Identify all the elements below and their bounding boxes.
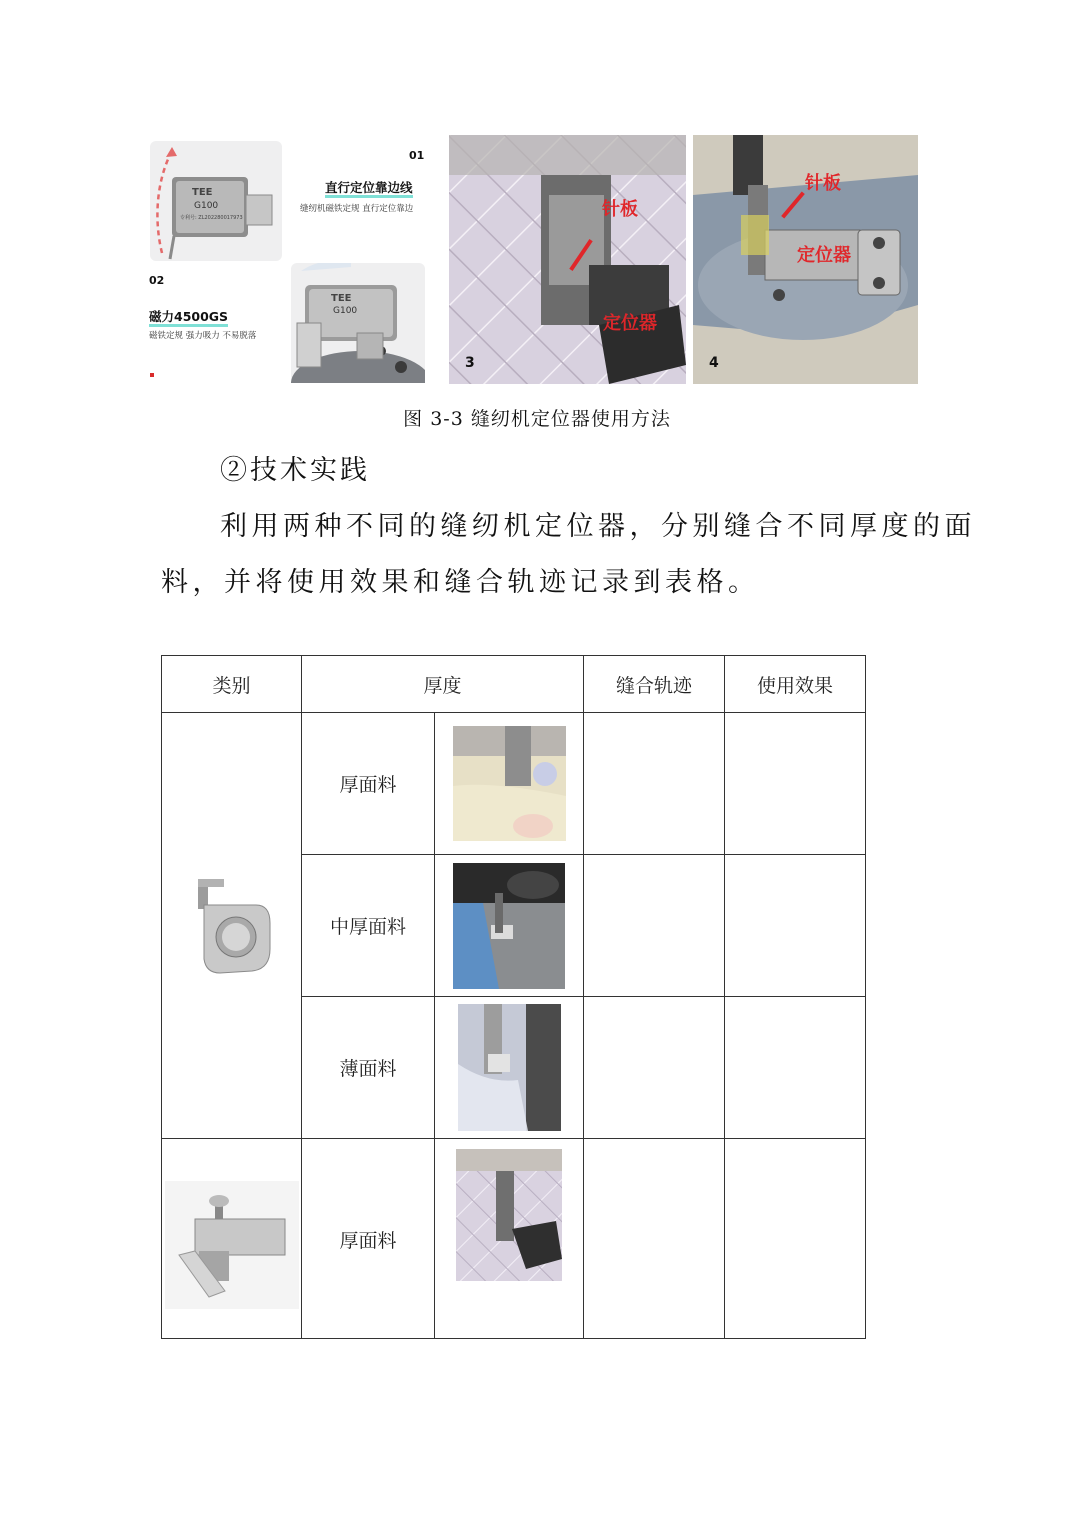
header-thickness: 厚度 <box>302 656 584 713</box>
screw-positioner-photo <box>165 1181 299 1309</box>
figure-panel-product <box>145 135 440 385</box>
effect-cell <box>725 713 866 855</box>
track-cell <box>584 855 725 997</box>
paragraph-line-2: 料，并将使用效果和缝合轨迹记录到表格。 <box>161 567 760 598</box>
photo-number-3: 3 <box>465 355 475 371</box>
track-cell <box>584 713 725 855</box>
plate-model: G100 <box>194 201 219 211</box>
thin-fabric-photo <box>458 1004 561 1131</box>
plate-brand: TEE <box>192 187 213 198</box>
practice-table <box>161 655 866 1339</box>
fabric-photo-cell <box>435 713 584 855</box>
feature-subtitle-01: 缝纫机磁铁定规 直行定位靠边 <box>300 204 414 214</box>
thick-fabric-photo <box>453 726 566 841</box>
effect-cell <box>725 855 866 997</box>
fabric-photo-cell <box>435 855 584 997</box>
magnetic-positioner-photo <box>190 871 274 981</box>
thickness-label-thin: 薄面料 <box>302 997 435 1139</box>
header-effect: 使用效果 <box>725 656 866 713</box>
feature-title-01: 直行定位靠边线 <box>325 180 413 198</box>
plate-patent: 专利号: ZL202280017973 <box>180 215 243 221</box>
figure-photo-4 <box>693 135 918 384</box>
positioner-label: 定位器 <box>603 313 657 334</box>
thickness-label-thick: 厚面料 <box>302 713 435 855</box>
table-header-row <box>162 656 866 713</box>
quilted-fabric-sewing-photo <box>449 135 686 384</box>
photo-number-4: 4 <box>709 355 719 371</box>
track-cell <box>584 997 725 1139</box>
thickness-label-medium: 中厚面料 <box>302 855 435 997</box>
positioner-label-2: 定位器 <box>797 245 851 266</box>
needle-plate-label: 针板 <box>602 199 638 220</box>
feature-title-02: 磁力4500GS <box>149 309 228 327</box>
feature-subtitle-02: 磁铁定规 强力吸力 不易脱落 <box>149 331 257 341</box>
header-category: 类别 <box>162 656 302 713</box>
thickness-label-thick-2: 厚面料 <box>302 1139 435 1339</box>
feature-number-01: 01 <box>409 149 425 162</box>
product-photo-bottom <box>291 263 425 383</box>
plate-brand-2: TEE <box>331 293 352 304</box>
needle-plate-label-2: 针板 <box>805 173 841 194</box>
effect-cell <box>725 1139 866 1339</box>
feature-number-02: 02 <box>149 274 165 287</box>
effect-cell <box>725 997 866 1139</box>
fabric-photo-cell <box>435 997 584 1139</box>
fabric-photo-cell <box>435 1139 584 1339</box>
paragraph-line-1: 利用两种不同的缝纫机定位器，分别缝合不同厚度的面 <box>220 511 976 542</box>
positioner-on-plate-illustration <box>291 263 425 383</box>
category-image-cell-2 <box>162 1139 302 1339</box>
figure-caption: 图 3-3 缝纫机定位器使用方法 <box>403 408 671 430</box>
product-photo-top <box>150 141 282 261</box>
header-track: 缝合轨迹 <box>584 656 725 713</box>
table-row <box>162 1139 866 1339</box>
plate-model-2: G100 <box>333 306 358 316</box>
medium-fabric-photo <box>453 863 565 989</box>
table-row <box>162 713 866 855</box>
section-heading: ②技术实践 <box>220 455 370 486</box>
category-image-cell-1 <box>162 713 302 1139</box>
quilted-fabric-photo <box>456 1149 562 1281</box>
red-marker <box>150 373 154 377</box>
figure-photo-3 <box>449 135 686 384</box>
track-cell <box>584 1139 725 1339</box>
